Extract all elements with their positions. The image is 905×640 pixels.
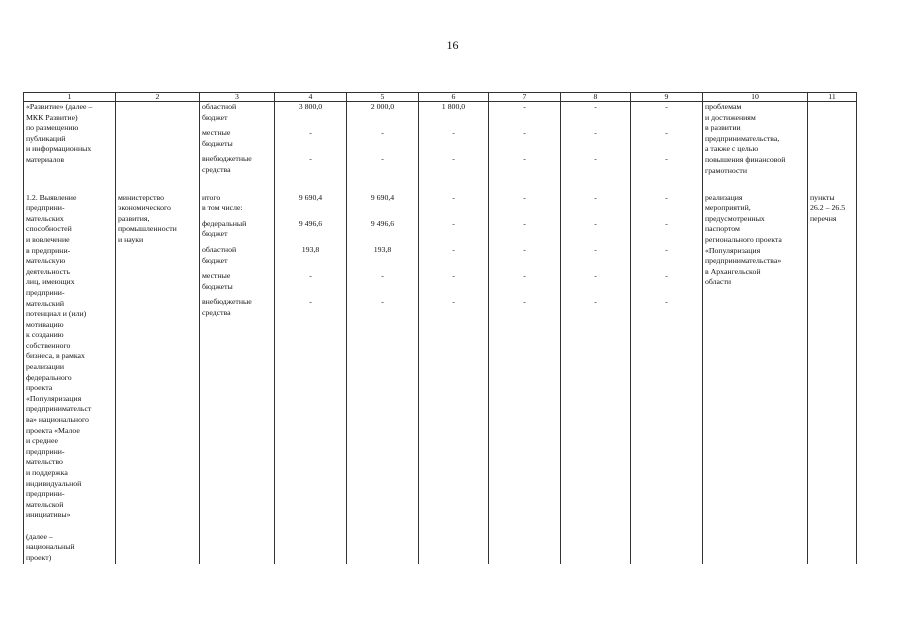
event-name-line: мательский (26, 298, 65, 308)
funding-source (202, 102, 272, 123)
amount-block (349, 245, 416, 266)
event-name-line: способностей (26, 224, 72, 234)
amount-cell (561, 102, 631, 181)
amount-value: - (523, 218, 526, 228)
amount-spacer (491, 165, 558, 176)
amount-block (633, 245, 700, 266)
expected-result-line: в Архангельской (705, 266, 761, 276)
spacer (349, 181, 416, 193)
funding-source (202, 128, 272, 149)
row-spacer (24, 181, 857, 193)
executor-line: развития, (118, 213, 150, 223)
amount-block (633, 219, 700, 240)
amount-block (491, 219, 558, 240)
amount-block (421, 297, 486, 318)
amount-value: 9 690,4 (298, 192, 323, 202)
funding-source-line: бюджет (202, 112, 228, 122)
spacer-cell (561, 181, 631, 193)
amount-spacer (563, 308, 628, 319)
amount-spacer (421, 229, 486, 240)
funding-source-line: областной (202, 244, 237, 254)
amount-cell (419, 193, 489, 564)
amount-spacer (491, 139, 558, 150)
spacer-cell (631, 181, 703, 193)
event-name-line: и информационных (26, 144, 92, 154)
amount-value: - (594, 102, 597, 111)
amount-spacer (349, 139, 416, 150)
amount-value: - (309, 297, 312, 307)
amount-block (277, 219, 344, 240)
amount-cell (275, 102, 347, 181)
amount-spacer (277, 203, 344, 214)
column-header: 2 (116, 93, 200, 102)
amount-value: - (452, 271, 455, 281)
table-row (24, 193, 857, 564)
event-name-line: к созданию (26, 330, 64, 340)
amount-value: - (665, 271, 668, 281)
event-name-line: мотивацию (26, 319, 64, 329)
amount-spacer (633, 139, 700, 150)
funding-source-cell (200, 193, 275, 564)
event-name-line (26, 521, 113, 532)
event-name-line: мательскую (26, 256, 66, 266)
amount-value: - (309, 154, 312, 164)
amount-value: - (665, 154, 668, 164)
event-name-line: федерального (26, 372, 72, 382)
amount-value: 193,8 (301, 244, 320, 254)
expected-result-line: «Популяризация (705, 245, 761, 255)
amount-block (277, 102, 344, 123)
funding-source (202, 245, 272, 266)
amount-value: - (381, 128, 384, 138)
amount-block (563, 297, 628, 318)
event-name-line: индивидуальной (26, 478, 82, 488)
amount-block (563, 271, 628, 292)
amount-value: - (452, 244, 455, 254)
funding-source-line: бюджеты (202, 138, 233, 148)
amount-spacer (277, 308, 344, 319)
amount-value: - (594, 128, 597, 138)
expected-result-line: паспортом (705, 224, 740, 234)
amount-value: - (594, 154, 597, 164)
event-name-line: мательских (26, 213, 64, 223)
column-header: 7 (489, 93, 561, 102)
reference-cell (808, 102, 857, 181)
amount-value: - (452, 192, 455, 202)
amount-cell (489, 102, 561, 181)
amount-value: - (309, 271, 312, 281)
event-name-cell (24, 102, 116, 181)
event-name-line: по размещению (26, 123, 79, 133)
column-header: 10 (703, 93, 808, 102)
executor-cell (116, 193, 200, 564)
amount-value: - (523, 154, 526, 164)
event-name-line: и вовлечение (26, 234, 70, 244)
amount-block (349, 297, 416, 318)
amount-block (421, 102, 486, 123)
amount-spacer (349, 308, 416, 319)
amount-block (421, 219, 486, 240)
expected-result-line: и достижениям (705, 112, 756, 122)
expected-result-line: проблемам (705, 102, 742, 111)
spacer-cell (808, 181, 857, 193)
table-body (24, 102, 857, 564)
amount-cell (561, 193, 631, 564)
amount-value: - (523, 271, 526, 281)
column-header: 6 (419, 93, 489, 102)
amount-block (563, 193, 628, 214)
reference-line: перечня (810, 213, 837, 223)
event-name-line: бизнеса, в рамках (26, 351, 85, 361)
event-name-cell (24, 193, 116, 564)
amount-block (277, 245, 344, 266)
event-name-line: деятельность (26, 266, 71, 276)
amount-spacer (277, 282, 344, 293)
amount-spacer (349, 282, 416, 293)
amount-block (633, 128, 700, 149)
funding-source-line: местные (202, 271, 231, 281)
amount-value: - (594, 297, 597, 307)
event-name-line: национальный (26, 542, 75, 552)
event-name-line: МКК Развитие) (26, 112, 78, 122)
amount-block (349, 271, 416, 292)
event-name-line: лиц, имеющих (26, 277, 75, 287)
expected-result-line: мероприятий, (705, 203, 751, 213)
amount-value: - (594, 192, 597, 202)
amount-block (491, 154, 558, 175)
amount-value: - (309, 128, 312, 138)
amount-spacer (349, 113, 416, 124)
expected-result-line: грамотности (705, 165, 747, 175)
event-name-line: проект) (26, 552, 52, 562)
column-header: 4 (275, 93, 347, 102)
amount-block (349, 154, 416, 175)
amount-block (633, 193, 700, 214)
spacer-cell (24, 181, 116, 193)
spacer-cell (419, 181, 489, 193)
amount-block (421, 245, 486, 266)
amount-spacer (563, 256, 628, 267)
amount-spacer (491, 229, 558, 240)
amount-spacer (349, 229, 416, 240)
column-header: 11 (808, 93, 857, 102)
event-name-line: инициативы» (26, 510, 71, 520)
executor-line: экономического (118, 203, 171, 213)
amount-cell (347, 102, 419, 181)
event-name-line: предприни- (26, 203, 65, 213)
amount-value: - (381, 297, 384, 307)
event-name-line: предпринимательст (26, 404, 92, 414)
expected-result-line: регионального проекта (705, 234, 782, 244)
funding-source-line: итого (202, 192, 221, 202)
amount-block (563, 128, 628, 149)
funding-source (202, 219, 272, 240)
amount-spacer (633, 256, 700, 267)
funding-source (202, 154, 272, 175)
funding-source (202, 193, 272, 214)
amount-value: 1 800,0 (441, 102, 466, 111)
funding-source (202, 297, 272, 318)
amount-value: - (594, 271, 597, 281)
amount-block (491, 245, 558, 266)
spacer (118, 181, 197, 193)
expected-result-line: в развитии (705, 123, 741, 133)
column-header: 1 (24, 93, 116, 102)
amount-cell (489, 193, 561, 564)
event-name-line: материалов (26, 154, 65, 164)
spacer (202, 181, 272, 193)
event-name-line: предприни- (26, 489, 65, 499)
amount-value: - (523, 297, 526, 307)
amount-value: 193,8 (373, 244, 392, 254)
spacer (705, 181, 805, 193)
amount-spacer (563, 203, 628, 214)
expected-result-line: предпринимательства» (705, 256, 782, 266)
event-name-line: в предприни- (26, 245, 71, 255)
executor-line: министерство (118, 192, 165, 202)
spacer-cell (116, 181, 200, 193)
amount-spacer (277, 165, 344, 176)
event-name-line: ва» национального (26, 415, 89, 425)
amount-cell (631, 193, 703, 564)
event-name-line: и среднее (26, 436, 58, 446)
amount-block (563, 245, 628, 266)
spacer-cell (275, 181, 347, 193)
event-name-line: проекта «Малое (26, 425, 80, 435)
amount-block (563, 219, 628, 240)
amount-spacer (563, 229, 628, 240)
event-name-line: публикаций (26, 133, 66, 143)
funding-source-line: областной (202, 102, 237, 111)
amount-spacer (421, 203, 486, 214)
event-name-line: предприни- (26, 446, 65, 456)
expected-result-line: а также с целью (705, 144, 759, 154)
amount-block (491, 128, 558, 149)
expected-result-line: реализация (705, 192, 743, 202)
funding-source-line: внебюджетные (202, 297, 252, 307)
table-row (24, 102, 857, 181)
amount-value: - (452, 154, 455, 164)
amount-spacer (421, 256, 486, 267)
amount-value: - (594, 218, 597, 228)
amount-spacer (491, 203, 558, 214)
event-name-line: предприни- (26, 287, 65, 297)
amount-cell (419, 102, 489, 181)
event-name-line: реализации (26, 362, 65, 372)
executor-line: и науки (118, 234, 144, 244)
reference-line: пункты (810, 192, 835, 202)
amount-block (349, 193, 416, 214)
amount-spacer (633, 113, 700, 124)
amount-spacer (563, 282, 628, 293)
expected-result-line: области (705, 277, 732, 287)
funding-source-line: местные (202, 128, 231, 138)
amount-block (349, 102, 416, 123)
amount-block (491, 297, 558, 318)
column-header: 5 (347, 93, 419, 102)
funding-source (202, 271, 272, 292)
amount-spacer (349, 165, 416, 176)
amount-value: - (665, 102, 668, 111)
event-name-line: 1.2. Выявление (26, 192, 77, 202)
event-name-line: мательской (26, 499, 64, 509)
spacer (563, 181, 628, 193)
reference-cell (808, 193, 857, 564)
column-header: 8 (561, 93, 631, 102)
amount-value: 9 690,4 (370, 192, 395, 202)
expected-result-cell (703, 193, 808, 564)
reference-line: 26.2 – 26.5 (810, 203, 846, 213)
amount-value: - (665, 244, 668, 254)
amount-block (633, 297, 700, 318)
amount-block (563, 102, 628, 123)
funding-source-line: средства (202, 164, 231, 174)
funding-source-cell (200, 102, 275, 181)
spacer (633, 181, 700, 193)
amount-block (421, 154, 486, 175)
amount-spacer (633, 165, 700, 176)
amount-value: - (523, 128, 526, 138)
amount-block (421, 128, 486, 149)
amount-cell (275, 193, 347, 564)
spacer (810, 181, 854, 193)
amount-value: - (452, 218, 455, 228)
amount-spacer (491, 256, 558, 267)
amount-value: - (523, 244, 526, 254)
amount-value: 3 800,0 (298, 102, 323, 111)
amount-spacer (633, 229, 700, 240)
amount-block (491, 193, 558, 214)
expected-result-cell (703, 102, 808, 181)
event-name-line: и поддержка (26, 468, 68, 477)
amount-block (277, 271, 344, 292)
amount-value: 9 496,6 (370, 218, 395, 228)
amount-block (277, 297, 344, 318)
amount-block (491, 271, 558, 292)
event-name-line: собственного (26, 340, 71, 350)
amount-spacer (277, 139, 344, 150)
amount-spacer (277, 229, 344, 240)
spacer (277, 181, 344, 193)
column-number-row (24, 93, 857, 102)
amount-spacer (277, 256, 344, 267)
spacer-cell (347, 181, 419, 193)
amount-block (491, 102, 558, 123)
amount-block (633, 271, 700, 292)
amount-block (421, 271, 486, 292)
expected-result-line: повышения финансовой (705, 154, 786, 164)
amount-spacer (421, 165, 486, 176)
amount-block (277, 154, 344, 175)
event-name-line: (далее – (26, 531, 53, 541)
amount-value: - (452, 128, 455, 138)
column-header: 9 (631, 93, 703, 102)
amount-spacer (349, 203, 416, 214)
amount-cell (631, 102, 703, 181)
event-name-line: мательство (26, 457, 63, 467)
program-table (23, 92, 857, 564)
amount-block (563, 154, 628, 175)
event-name-line: проекта (26, 383, 53, 393)
amount-spacer (633, 308, 700, 319)
amount-value: - (665, 218, 668, 228)
amount-spacer (349, 256, 416, 267)
amount-spacer (421, 282, 486, 293)
amount-value: - (381, 271, 384, 281)
spacer-cell (703, 181, 808, 193)
event-name-line: «Развитие» (далее – (26, 102, 93, 111)
amount-spacer (491, 308, 558, 319)
spacer-cell (489, 181, 561, 193)
funding-source-line: в том числе: (202, 203, 243, 213)
amount-cell (347, 193, 419, 564)
funding-source-line: внебюджетные (202, 154, 252, 164)
expected-result-line: предпринимательства, (705, 133, 780, 143)
amount-value: 2 000,0 (370, 102, 395, 111)
amount-value: - (665, 192, 668, 202)
amount-block (277, 193, 344, 214)
funding-source-line: средства (202, 307, 231, 317)
executor-cell (116, 102, 200, 181)
funding-source-line: бюджет (202, 255, 228, 265)
amount-spacer (421, 113, 486, 124)
amount-block (277, 128, 344, 149)
funding-source-line: федеральный (202, 218, 247, 228)
spacer (421, 181, 486, 193)
event-name-line: потенциал и (или) (26, 309, 87, 319)
amount-spacer (421, 139, 486, 150)
amount-value: - (523, 192, 526, 202)
amount-spacer (633, 282, 700, 293)
spacer (491, 181, 558, 193)
amount-value: - (665, 128, 668, 138)
amount-spacer (563, 113, 628, 124)
funding-source-line: бюджеты (202, 281, 233, 291)
amount-block (421, 193, 486, 214)
amount-spacer (277, 113, 344, 124)
amount-spacer (633, 203, 700, 214)
event-name-line: «Популяризация (26, 393, 82, 403)
amount-value: - (594, 244, 597, 254)
amount-value: - (523, 102, 526, 111)
amount-value: - (665, 297, 668, 307)
amount-value: 9 496,6 (298, 218, 323, 228)
amount-spacer (563, 139, 628, 150)
amount-spacer (421, 308, 486, 319)
amount-block (349, 219, 416, 240)
amount-value: - (381, 154, 384, 164)
spacer-cell (200, 181, 275, 193)
expected-result-line: предусмотренных (705, 213, 765, 223)
page-number: 16 (446, 38, 459, 52)
amount-block (633, 102, 700, 123)
amount-spacer (491, 282, 558, 293)
amount-spacer (563, 165, 628, 176)
amount-block (633, 154, 700, 175)
amount-block (349, 128, 416, 149)
amount-spacer (491, 113, 558, 124)
amount-value: - (452, 297, 455, 307)
executor-line: промышленности (118, 224, 177, 234)
funding-source-line: бюджет (202, 229, 228, 239)
spacer (26, 181, 113, 193)
column-header: 3 (200, 93, 275, 102)
